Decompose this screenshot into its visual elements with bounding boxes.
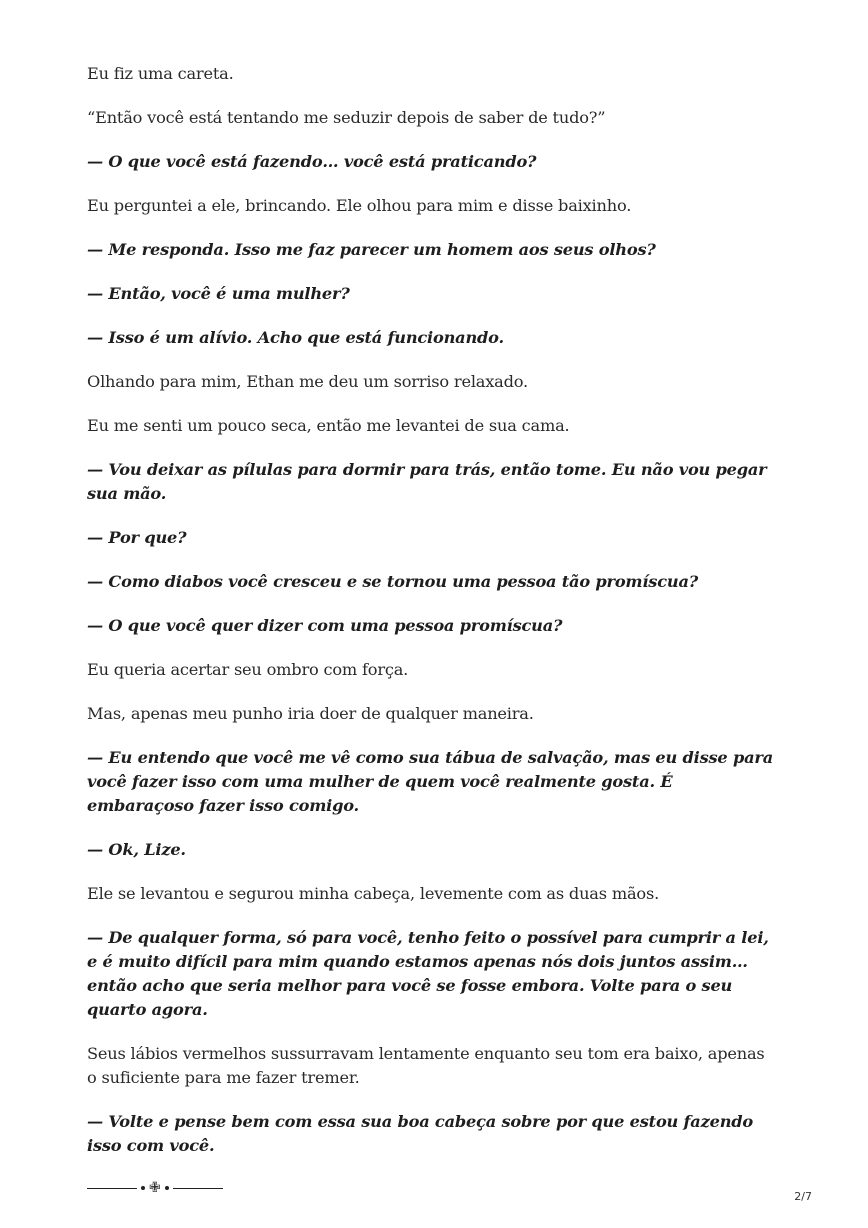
- paragraph: Eu queria acertar seu ombro com força.: [87, 660, 409, 679]
- paragraph: Olhando para mim, Ethan me deu um sorriso relaxado.: [87, 372, 528, 391]
- page-number: 2/7: [794, 1190, 812, 1203]
- paragraph: Eu me senti um pouco seca, então me levantei de sua cama.: [87, 416, 570, 435]
- document-page: [87, 62, 777, 1200]
- separator-line-right: [173, 1188, 223, 1189]
- paragraph: “Então você está tentando me seduzir depois de saber de tudo?”: [87, 108, 606, 127]
- separator-dot-left: [141, 1186, 145, 1190]
- cross-ornament-icon: ✙: [149, 1180, 161, 1196]
- dialogue-line: — O que você está fazendo… você está praticando?: [87, 152, 537, 171]
- dialogue-line: — Eu entendo que você me vê como sua tábua de salvação, mas eu disse para você fazer isso com uma mulher de quem você realmente gosta. É embaraçoso fazer isso comigo.: [87, 748, 773, 815]
- dialogue-line: — Isso é um alívio. Acho que está funcionando.: [87, 328, 504, 347]
- dialogue-line: — De qualquer forma, só para você, tenho feito o possível para cumprir a lei, e é muito difícil para mim quando estamos apenas nós dois juntos assim… então acho que seria melhor para você se fosse embora. Volte para o seu quarto agora.: [87, 928, 769, 1019]
- dialogue-line: — O que você quer dizer com uma pessoa promíscua?: [87, 616, 563, 635]
- scene-separator: [87, 1176, 777, 1200]
- paragraph: Eu fiz uma careta.: [87, 64, 234, 83]
- dialogue-line: — Ok, Lize.: [87, 840, 186, 859]
- dialogue-line: — Vou deixar as pílulas para dormir para trás, então tome. Eu não vou pegar sua mão.: [87, 460, 767, 503]
- paragraph: Ele se levantou e segurou minha cabeça, levemente com as duas mãos.: [87, 884, 660, 903]
- paragraph: Mas, apenas meu punho iria doer de qualquer maneira.: [87, 704, 534, 723]
- separator-line-left: [87, 1188, 137, 1189]
- separator-dot-right: [165, 1186, 169, 1190]
- dialogue-line: — Volte e pense bem com essa sua boa cabeça sobre por que estou fazendo isso com você.: [87, 1112, 753, 1155]
- dialogue-line: — Então, você é uma mulher?: [87, 284, 350, 303]
- dialogue-line: — Me responda. Isso me faz parecer um homem aos seus olhos?: [87, 240, 656, 259]
- paragraph: Seus lábios vermelhos sussurravam lentamente enquanto seu tom era baixo, apenas o suficiente para me fazer tremer.: [87, 1044, 765, 1087]
- dialogue-line: — Como diabos você cresceu e se tornou uma pessoa tão promíscua?: [87, 572, 699, 591]
- paragraph: Eu perguntei a ele, brincando. Ele olhou para mim e disse baixinho.: [87, 196, 632, 215]
- dialogue-line: — Por que?: [87, 528, 187, 547]
